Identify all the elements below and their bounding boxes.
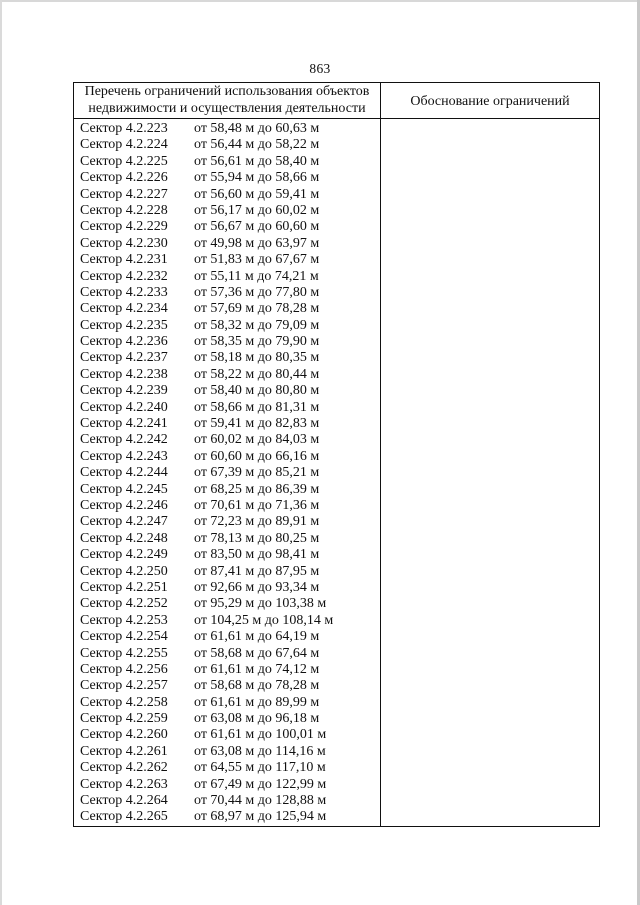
- table-row: [74, 318, 380, 334]
- height-range: от 61,61 м до 89,99 м: [194, 694, 320, 710]
- table-row: [74, 613, 380, 629]
- sector-label: Сектор 4.2.233: [80, 284, 168, 300]
- table-row: [74, 269, 380, 285]
- sector-label: Сектор 4.2.238: [80, 366, 168, 382]
- table-row: [74, 727, 380, 743]
- sector-label: Сектор 4.2.240: [80, 399, 168, 415]
- sector-label: Сектор 4.2.262: [80, 760, 168, 776]
- sector-label: Сектор 4.2.254: [80, 629, 168, 645]
- page-number: 863: [309, 61, 331, 76]
- table-row: [74, 121, 380, 137]
- scan-edge-left: [0, 0, 2, 905]
- table-row: [74, 678, 380, 694]
- table-row: [74, 514, 380, 530]
- height-range: от 51,83 м до 67,67 м: [194, 252, 320, 268]
- height-range: от 68,97 м до 125,94 м: [194, 809, 327, 825]
- height-range: от 58,48 м до 60,63 м: [194, 121, 320, 136]
- height-range: от 58,32 м до 79,09 м: [194, 317, 320, 333]
- table-row: [74, 531, 380, 547]
- table-row: [74, 777, 380, 793]
- sector-label: Сектор 4.2.248: [80, 530, 168, 546]
- table-row: [74, 400, 380, 416]
- sector-label: Сектор 4.2.246: [80, 497, 168, 513]
- table-row: [74, 482, 380, 498]
- sector-label: Сектор 4.2.261: [80, 743, 168, 759]
- table-row: [74, 154, 380, 170]
- sector-label: Сектор 4.2.255: [80, 645, 168, 661]
- table-header-row: [74, 83, 599, 119]
- table-row: [74, 547, 380, 563]
- height-range: от 63,08 м до 96,18 м: [194, 711, 320, 727]
- table-row: [74, 383, 380, 399]
- sector-label: Сектор 4.2.253: [80, 612, 168, 628]
- sector-label: Сектор 4.2.232: [80, 268, 168, 284]
- table-row: [74, 367, 380, 383]
- height-range: от 56,67 м до 60,60 м: [194, 219, 320, 235]
- height-range: от 58,22 м до 80,44 м: [194, 366, 320, 382]
- height-range: от 61,61 м до 74,12 м: [194, 661, 320, 677]
- scan-edge-top: [0, 0, 640, 2]
- sector-label: Сектор 4.2.249: [80, 547, 168, 563]
- height-range: от 68,25 м до 86,39 м: [194, 481, 320, 497]
- table-row: [74, 695, 380, 711]
- height-range: от 64,55 м до 117,10 м: [194, 760, 326, 776]
- sector-label: Сектор 4.2.223: [80, 121, 168, 136]
- sector-label: Сектор 4.2.258: [80, 694, 168, 710]
- height-range: от 59,41 м до 82,83 м: [194, 416, 320, 432]
- sector-label: Сектор 4.2.264: [80, 793, 168, 809]
- sector-label: Сектор 4.2.234: [80, 301, 168, 317]
- height-range: от 56,17 м до 60,02 м: [194, 202, 320, 218]
- sector-label: Сектор 4.2.245: [80, 481, 168, 497]
- sector-label: Сектор 4.2.225: [80, 153, 168, 169]
- height-range: от 57,36 м до 77,80 м: [194, 284, 320, 300]
- sector-label: Сектор 4.2.257: [80, 678, 168, 694]
- sector-label: Сектор 4.2.228: [80, 202, 168, 218]
- sector-label: Сектор 4.2.250: [80, 563, 168, 579]
- sector-label: Сектор 4.2.236: [80, 334, 168, 350]
- height-range: от 58,66 м до 81,31 м: [194, 399, 320, 415]
- table-row: [74, 285, 380, 301]
- table-row: [74, 334, 380, 350]
- height-range: от 61,61 м до 64,19 м: [194, 629, 320, 645]
- sector-label: Сектор 4.2.229: [80, 219, 168, 235]
- sector-label: Сектор 4.2.256: [80, 661, 168, 677]
- sector-label: Сектор 4.2.231: [80, 252, 168, 268]
- sector-label: Сектор 4.2.230: [80, 235, 168, 251]
- height-range: от 67,49 м до 122,99 м: [194, 776, 327, 792]
- table-row: [74, 137, 380, 153]
- table-row: [74, 219, 380, 235]
- table-row: [74, 432, 380, 448]
- height-range: от 58,68 м до 78,28 м: [194, 678, 320, 694]
- height-range: от 83,50 м до 98,41 м: [194, 547, 320, 563]
- table-row: [74, 301, 380, 317]
- height-range: от 58,68 м до 67,64 м: [194, 645, 320, 661]
- table-row: [74, 252, 380, 268]
- sector-label: Сектор 4.2.260: [80, 727, 168, 743]
- table-row: [74, 744, 380, 760]
- sector-label: Сектор 4.2.241: [80, 416, 168, 432]
- table-row: [74, 596, 380, 612]
- height-range: от 92,66 м до 93,34 м: [194, 579, 320, 595]
- sector-label: Сектор 4.2.244: [80, 465, 168, 481]
- table-row: [74, 465, 380, 481]
- table-row: [74, 498, 380, 514]
- sector-label: Сектор 4.2.224: [80, 137, 168, 153]
- sector-label: Сектор 4.2.265: [80, 809, 168, 825]
- height-range: от 95,29 м до 103,38 м: [194, 596, 327, 612]
- sector-label: Сектор 4.2.237: [80, 350, 168, 366]
- sector-label: Сектор 4.2.263: [80, 776, 168, 792]
- sector-label: Сектор 4.2.239: [80, 383, 168, 399]
- height-range: от 58,35 м до 79,90 м: [194, 334, 320, 350]
- sector-rows-column: [74, 119, 381, 826]
- sector-label: Сектор 4.2.227: [80, 186, 168, 202]
- table-row: [74, 449, 380, 465]
- table-row: [74, 662, 380, 678]
- height-range: от 70,61 м до 71,36 м: [194, 497, 320, 513]
- sector-label: Сектор 4.2.259: [80, 711, 168, 727]
- height-range: от 56,44 м до 58,22 м: [194, 137, 320, 153]
- height-range: от 58,18 м до 80,35 м: [194, 350, 320, 366]
- height-range: от 67,39 м до 85,21 м: [194, 465, 320, 481]
- sector-label: Сектор 4.2.226: [80, 170, 168, 186]
- height-range: от 87,41 м до 87,95 м: [194, 563, 320, 579]
- height-range: от 55,94 м до 58,66 м: [194, 170, 320, 186]
- table-row: [74, 236, 380, 252]
- table-row: [74, 629, 380, 645]
- height-range: от 49,98 м до 63,97 м: [194, 235, 320, 251]
- table-row: [74, 187, 380, 203]
- table-row: [74, 416, 380, 432]
- height-range: от 57,69 м до 78,28 м: [194, 301, 320, 317]
- header-restrictions-list: [74, 83, 381, 118]
- table-row: [74, 580, 380, 596]
- sector-label: Сектор 4.2.251: [80, 579, 168, 595]
- header-restrictions-line-2: недвижимости и осуществления деятельности: [88, 100, 366, 116]
- sector-label: Сектор 4.2.243: [80, 448, 168, 464]
- header-justification: Обоснование ограничений: [410, 93, 570, 109]
- height-range: от 78,13 м до 80,25 м: [194, 530, 320, 546]
- height-range: от 60,60 м до 66,16 м: [194, 448, 320, 464]
- table-row: [74, 564, 380, 580]
- height-range: от 55,11 м до 74,21 м: [194, 268, 319, 284]
- table-row: [74, 711, 380, 727]
- height-range: от 63,08 м до 114,16 м: [194, 743, 326, 759]
- sector-label: Сектор 4.2.235: [80, 317, 168, 333]
- table-body: [74, 119, 599, 826]
- height-range: от 60,02 м до 84,03 м: [194, 432, 320, 448]
- height-range: от 58,40 м до 80,80 м: [194, 383, 320, 399]
- sector-label: Сектор 4.2.252: [80, 596, 168, 612]
- height-range: от 56,61 м до 58,40 м: [194, 153, 320, 169]
- sector-label: Сектор 4.2.242: [80, 432, 168, 448]
- height-range: от 61,61 м до 100,01 м: [194, 727, 327, 743]
- table-row: [74, 646, 380, 662]
- table-row: [74, 760, 380, 776]
- sector-label: Сектор 4.2.247: [80, 514, 168, 530]
- header-restrictions-line-1: Перечень ограничений использования объектов: [84, 84, 370, 99]
- height-range: от 72,23 м до 89,91 м: [194, 514, 320, 530]
- table-row: [74, 203, 380, 219]
- height-range: от 56,60 м до 59,41 м: [194, 186, 320, 202]
- restrictions-table: [73, 82, 600, 827]
- table-row: [74, 809, 380, 825]
- height-range: от 104,25 м до 108,14 м: [194, 612, 334, 628]
- table-row: [74, 350, 380, 366]
- table-row: [74, 170, 380, 186]
- justification-column: [381, 119, 599, 826]
- height-range: от 70,44 м до 128,88 м: [194, 793, 327, 809]
- table-row: [74, 793, 380, 809]
